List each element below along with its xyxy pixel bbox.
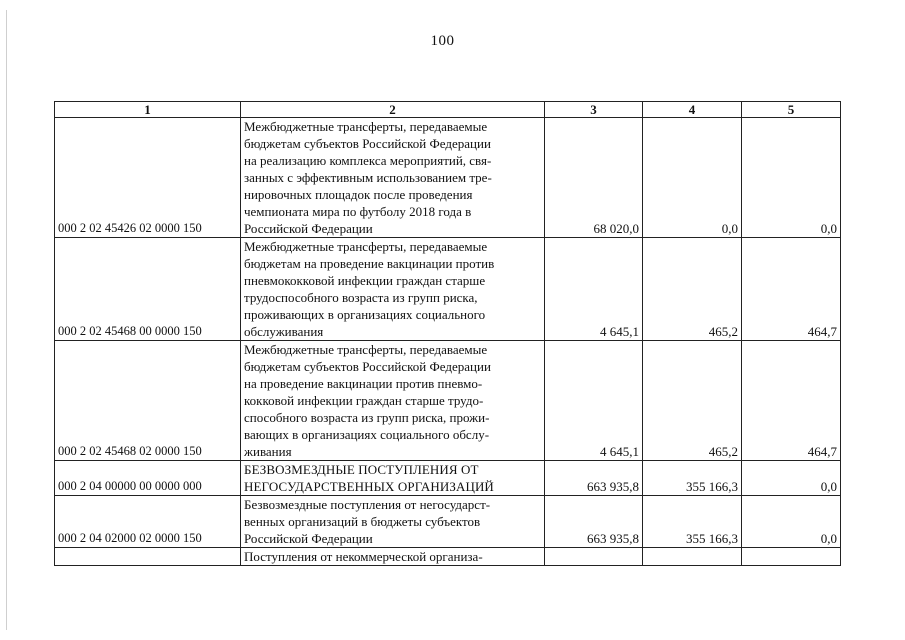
value-col3-cell: 4 645,1 <box>545 238 643 341</box>
description-cell <box>241 461 545 496</box>
description-line: БЕЗВОЗМЕЗДНЫЕ ПОСТУПЛЕНИЯ ОТ <box>244 462 479 477</box>
description-line: бюджетам на проведение вакцинации против <box>244 256 495 271</box>
value-col5-cell: 0,0 <box>742 461 841 496</box>
description-line: вающих в организациях социального обслу- <box>244 427 490 442</box>
description-line: кокковой инфекции граждан старше трудо- <box>244 393 484 408</box>
description-line: Межбюджетные трансферты, передаваемые <box>244 342 488 357</box>
table-row <box>55 461 841 496</box>
description-line: НЕГОСУДАРСТВЕННЫХ ОРГАНИЗАЦИЙ <box>244 479 494 494</box>
description-cell <box>241 548 545 566</box>
column-header-5: 5 <box>742 102 841 118</box>
description-line: Поступления от некоммерческой организа- <box>244 549 483 564</box>
description-line: способного возраста из групп риска, прожи- <box>244 410 490 425</box>
description-line: нировочных площадок после проведения <box>244 187 473 202</box>
budget-code-cell: 000 2 02 45426 02 0000 150 <box>55 118 241 238</box>
value-col3-cell: 68 020,0 <box>545 118 643 238</box>
value-col5-cell: 0,0 <box>742 496 841 548</box>
value-col4-cell: 465,2 <box>643 238 742 341</box>
description-line: венных организаций в бюджеты субъектов <box>244 514 481 529</box>
budget-code-cell: 000 2 04 02000 02 0000 150 <box>55 496 241 548</box>
value-col3-cell: 4 645,1 <box>545 341 643 461</box>
table-row <box>55 341 841 461</box>
description-line: занных с эффективным использованием тре- <box>244 170 492 185</box>
column-header-1: 1 <box>55 102 241 118</box>
table-header-row <box>55 102 841 118</box>
budget-code-cell: 000 2 04 00000 00 0000 000 <box>55 461 241 496</box>
description-cell <box>241 238 545 341</box>
value-col4-cell <box>643 548 742 566</box>
description-line: Межбюджетные трансферты, передаваемые <box>244 239 488 254</box>
description-line: Межбюджетные трансферты, передаваемые <box>244 119 488 134</box>
description-cell <box>241 118 545 238</box>
budget-code-cell <box>55 548 241 566</box>
description-line: чемпионата мира по футболу 2018 года в <box>244 204 472 219</box>
value-col3-cell: 663 935,8 <box>545 496 643 548</box>
description-cell <box>241 496 545 548</box>
budget-code-cell: 000 2 02 45468 00 0000 150 <box>55 238 241 341</box>
value-col4-cell: 0,0 <box>643 118 742 238</box>
value-col4-cell: 355 166,3 <box>643 496 742 548</box>
column-header-2: 2 <box>241 102 545 118</box>
description-line: живания <box>244 444 292 459</box>
table-row <box>55 548 841 566</box>
description-line: бюджетам субъектов Российской Федерации <box>244 136 491 151</box>
column-header-4: 4 <box>643 102 742 118</box>
page-number: 100 <box>430 33 455 49</box>
page-edge-rule <box>6 10 7 630</box>
value-col3-cell: 663 935,8 <box>545 461 643 496</box>
table-row <box>55 496 841 548</box>
description-line: на реализацию комплекса мероприятий, свя- <box>244 153 492 168</box>
table-row <box>55 238 841 341</box>
description-line: Безвозмездные поступления от негосударст- <box>244 497 491 512</box>
description-line: проживающих в организациях социального <box>244 307 486 322</box>
value-col5-cell: 464,7 <box>742 341 841 461</box>
budget-code-cell: 000 2 02 45468 02 0000 150 <box>55 341 241 461</box>
value-col5-cell: 464,7 <box>742 238 841 341</box>
column-header-3: 3 <box>545 102 643 118</box>
description-line: бюджетам субъектов Российской Федерации <box>244 359 491 374</box>
description-cell <box>241 341 545 461</box>
table-row <box>55 118 841 238</box>
description-line: обслуживания <box>244 324 324 339</box>
description-line: трудоспособного возраста из групп риска, <box>244 290 478 305</box>
value-col4-cell: 355 166,3 <box>643 461 742 496</box>
value-col3-cell <box>545 548 643 566</box>
budget-table <box>54 101 841 566</box>
description-line: на проведение вакцинации против пневмо- <box>244 376 483 391</box>
description-line: Российской Федерации <box>244 221 373 236</box>
description-line: Российской Федерации <box>244 531 373 546</box>
value-col4-cell: 465,2 <box>643 341 742 461</box>
value-col5-cell <box>742 548 841 566</box>
description-line: пневмококковой инфекции граждан старше <box>244 273 486 288</box>
value-col5-cell: 0,0 <box>742 118 841 238</box>
